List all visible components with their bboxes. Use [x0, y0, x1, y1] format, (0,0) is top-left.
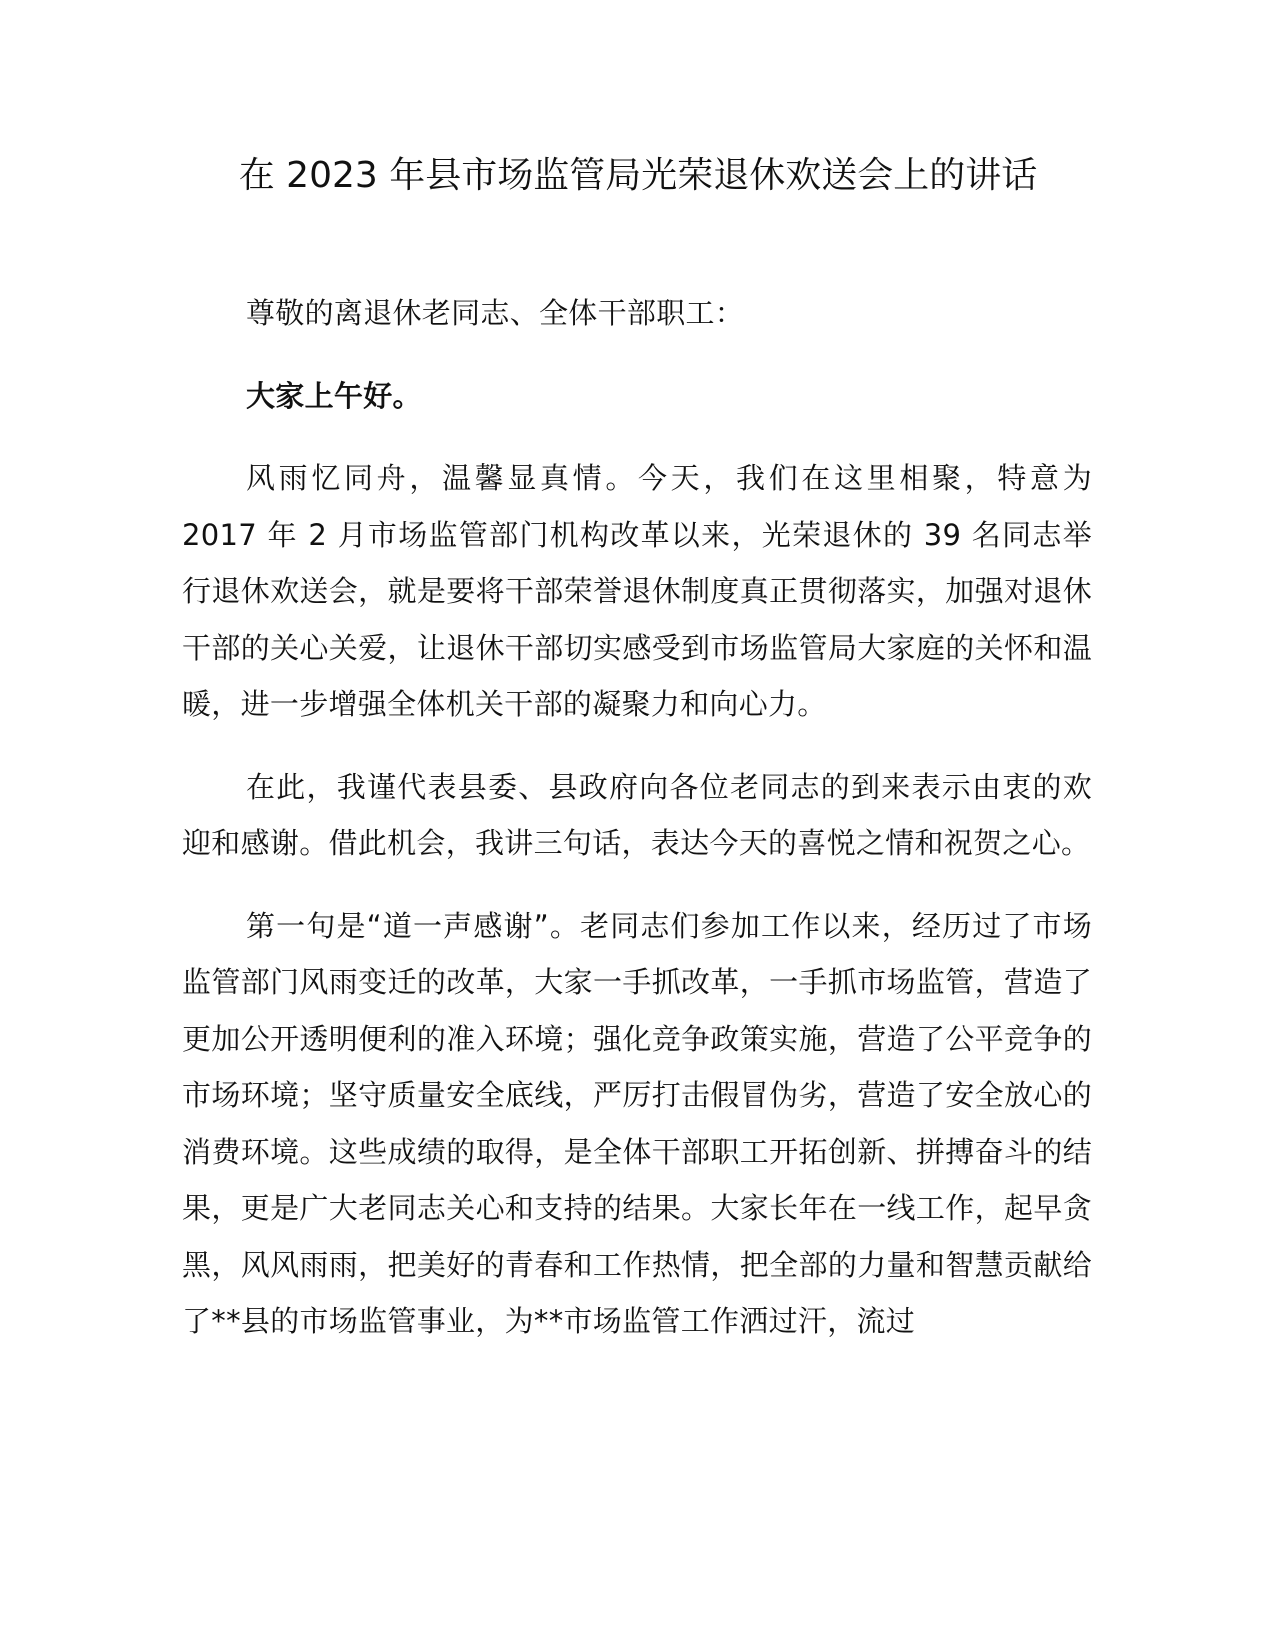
welcome-paragraph: 在此，我谨代表县委、县政府向各位老同志的到来表示由衷的欢迎和感谢。借此机会，我讲三句话，表达今天的喜悦之情和祝贺之心。 — [182, 769, 1092, 860]
document-body — [182, 285, 1092, 1350]
intro-paragraph: 风雨忆同舟，温馨显真情。今天，我们在这里相聚，特意为 2017 年 2 月市场监管部门机构改革以来，光荣退休的 39 名同志举行退休欢送会，就是要将干部荣誉退休制度真正贯彻落实，加强对退休干部的关心关爱，让退休干部切实感受到市场监管局大家庭的关怀和温暖，进一步增强全体机关干部的凝聚力和向心力。 — [182, 461, 1092, 721]
salutation-paragraph: 尊敬的离退休老同志、全体干部职工： — [246, 296, 745, 330]
document-title: 在 2023 年县市场监管局光荣退休欢送会上的讲话 — [238, 155, 1038, 196]
greeting-paragraph: 大家上午好。 — [246, 378, 422, 413]
first-point-paragraph: 第一句是“道一声感谢”。老同志们参加工作以来，经历过了市场监管部门风雨变迁的改革，大家一手抓改革，一手抓市场监管，营造了更加公开透明便利的准入环境；强化竞争政策实施，营造了公平竞争的市场环境；坚守质量安全底线，严厉打击假冒伪劣，营造了安全放心的消费环境。这些成绩的取得，是全体干部职工开拓创新、拼搏奋斗的结果，更是广大老同志关心和支持的结果。大家长年在一线工作，起早贪黑，风风雨雨，把美好的青春和工作热情，把全部的力量和智慧贡献给了**县的市场监管事业，为**市场监管工作洒过汗，流过 — [182, 908, 1092, 1338]
